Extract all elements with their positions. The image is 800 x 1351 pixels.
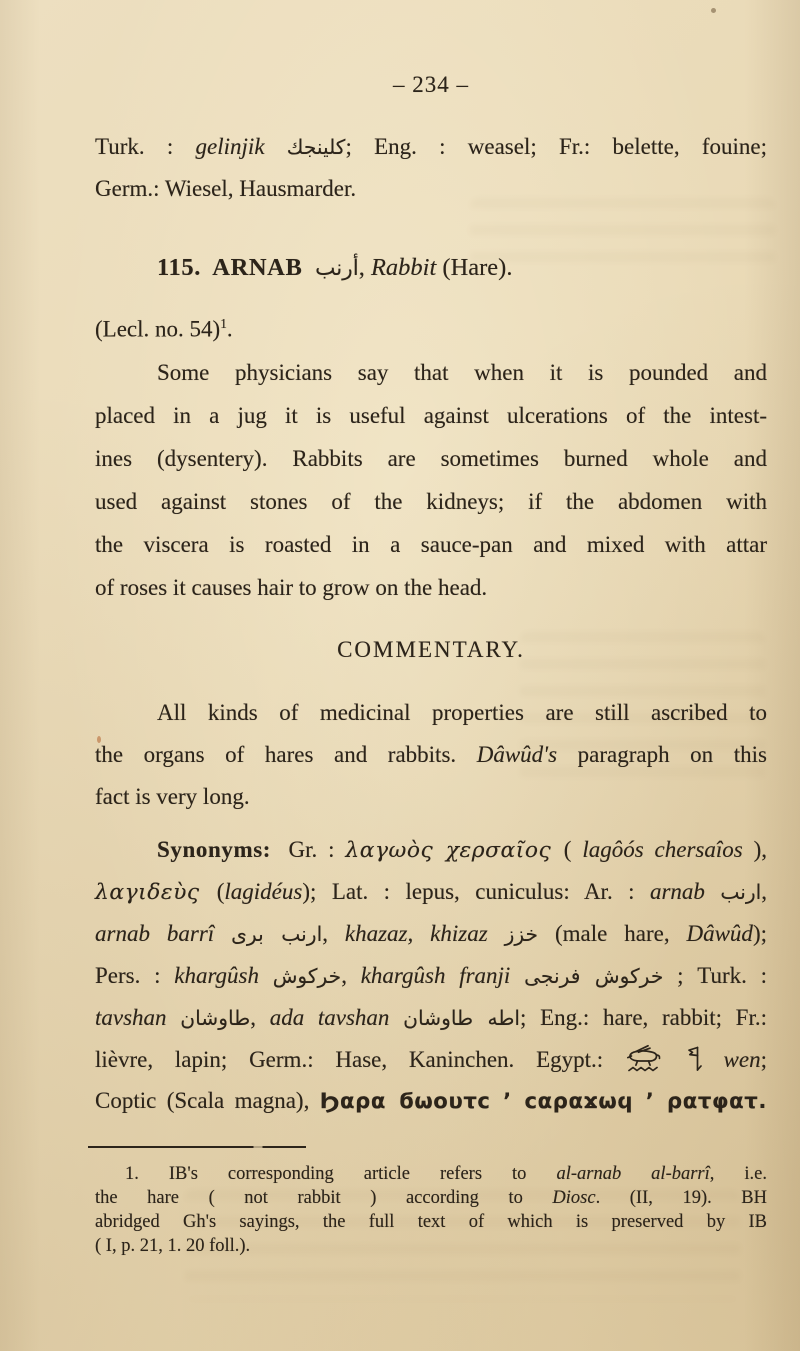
egyptian-hieroglyphs: [625, 1047, 702, 1072]
text-run: fact is very long.: [95, 784, 250, 809]
arabic-run: خركوش فرنجى: [524, 964, 664, 988]
text-run: Pers. :: [95, 963, 175, 988]
text-line: [95, 997, 767, 1039]
text-run: ,: [250, 1005, 270, 1030]
italic-run: Diosc: [552, 1188, 596, 1208]
footnote-marker: 1: [220, 316, 227, 331]
text-run: Gr. :: [288, 837, 346, 862]
text-run: ,: [322, 921, 345, 946]
text-line: [95, 829, 767, 871]
text-run: ; Eng.: hare, rabbit; Fr.:: [520, 1005, 767, 1030]
italic-run: arnab: [649, 879, 721, 904]
text-line: the viscera is roasted in a sauce-pan and mixed with attar: [95, 532, 767, 557]
commentary-heading: COMMENTARY.: [337, 637, 525, 662]
text-run: , i.e.: [709, 1164, 768, 1184]
italic-run: Dâwûd: [686, 921, 753, 946]
entry-heading: [95, 247, 767, 290]
text-run: All kinds of medicinal properties are still ascribed to: [157, 700, 767, 725]
properties-paragraph: [95, 351, 767, 609]
text-line: [95, 1234, 767, 1258]
text-run: ); Lat. : lepus, cuniculus: Ar. :: [302, 879, 650, 904]
text-run: ),: [742, 837, 767, 862]
italic-run: arnab barrî: [95, 921, 232, 946]
arabic-run: خزز: [504, 922, 539, 946]
text-run: Coptic (Scala magna),: [95, 1088, 320, 1113]
italic-run: lagidéus: [224, 879, 303, 904]
text-run: (Hare).: [436, 254, 513, 281]
synonyms-paragraph: [95, 829, 767, 1121]
text-run: (male hare,: [538, 921, 687, 946]
text-run: the organs of hares and rabbits.: [95, 742, 477, 767]
footnote-divider: [88, 1146, 306, 1148]
arabic-run: كلينجك: [286, 135, 346, 159]
text-line: [157, 247, 767, 290]
italic-run: khargûsh: [174, 963, 273, 988]
arabic-run: طاوشان: [180, 1006, 251, 1030]
text-run: .: [226, 316, 233, 342]
coptic-run: Ϧαρα ϭωουτϲ ’ ϲαραϫωϥ ’ ρατφατ.: [319, 1088, 767, 1113]
flag-hieroglyph-icon: [687, 1044, 702, 1073]
text-run: ,: [761, 879, 768, 904]
text-line: [95, 692, 767, 734]
text-run: ;: [760, 1047, 767, 1072]
text-run: ; Turk. :: [663, 963, 767, 988]
page-speck: [711, 8, 716, 13]
text-run: paragraph on this: [557, 742, 767, 767]
text-line: ines (dysentery). Rabbits are sometimes burned whole and: [95, 446, 767, 471]
text-run: ,: [358, 254, 371, 281]
text-run: . (II, 19). BH: [595, 1188, 767, 1208]
text-line: [95, 1080, 767, 1121]
text-line: [95, 955, 767, 997]
text-line: [95, 734, 767, 776]
synonyms-label: Synonyms:: [157, 837, 289, 862]
text-line: [95, 871, 767, 913]
italic-run: gelinjik: [195, 134, 287, 159]
italic-run: lagôós chersaîos: [582, 837, 743, 862]
text-line: [95, 168, 767, 210]
italic-run: wen: [723, 1047, 761, 1072]
reference-line: [95, 303, 767, 351]
translations-paragraph: [95, 126, 767, 210]
italic-run: tavshan: [95, 1005, 181, 1030]
page-number: – 234 –: [393, 72, 469, 97]
text-line: [95, 776, 767, 818]
footnote-paragraph: [95, 1162, 767, 1258]
commentary-paragraph: [95, 692, 767, 818]
arabic-run: أرنب: [315, 256, 359, 281]
greek-run: λαγιδεὺς: [95, 880, 217, 905]
text-line: used against stones of the kidneys; if the abdomen with: [95, 489, 767, 514]
text-line: [95, 126, 767, 168]
text-line: [95, 1162, 767, 1186]
italic-run: Dâwûd's: [476, 742, 558, 767]
arabic-run: ارنب: [720, 880, 762, 904]
entry-number-and-name: 115. ARNAB: [157, 254, 316, 281]
text-run: );: [752, 921, 767, 946]
italic-run: Rabbit: [370, 254, 437, 281]
text-line: [95, 913, 767, 955]
text-line: [95, 1210, 767, 1234]
text-run: 1. IB's corresponding article refers to: [125, 1164, 557, 1184]
text-run: ; Eng. : weasel; Fr.: belette, fouine;: [345, 134, 768, 159]
text-run: the hare ( not rabbit ) according to: [95, 1188, 553, 1208]
text-line: [95, 303, 767, 351]
text-run: ( I, p. 21, 1. 20 foll.).: [95, 1236, 251, 1256]
italic-run: khargûsh franji: [360, 963, 525, 988]
arabic-run: خركوش: [272, 964, 342, 988]
hare-over-water-hieroglyph-icon: [625, 1044, 665, 1073]
text-line: of roses it causes hair to grow on the head.: [95, 575, 488, 600]
text-run: ,: [341, 963, 361, 988]
text-run: Turk. :: [95, 134, 196, 159]
text-line: [95, 1186, 767, 1210]
greek-run: λαγωὸς χερσαῖος: [345, 838, 564, 863]
text-run: abridged Gh's sayings, the full text of which is preserved by IB: [95, 1212, 767, 1232]
arabic-run: ارنب برى: [231, 922, 323, 946]
text-line: [95, 1039, 767, 1080]
italic-run: ada tavshan: [269, 1005, 404, 1030]
text-run: (Lecl. no. 54): [95, 316, 221, 342]
text-line: placed in a jug it is useful against ulcerations of the intest-: [95, 403, 767, 428]
italic-run: al-arnab al-barrî: [556, 1164, 710, 1184]
arabic-run: اطه طاوشان: [403, 1006, 521, 1030]
text-line: Some physicians say that when it is pounded and: [157, 360, 767, 385]
text-run: (: [216, 879, 225, 904]
text-run: lièvre, lapin; Germ.: Hase, Kaninchen. Egypt.:: [95, 1047, 625, 1072]
text-run: (: [563, 837, 583, 862]
text-run: Germ.: Wiesel, Hausmarder.: [95, 176, 357, 201]
italic-run: khazaz, khizaz: [344, 921, 505, 946]
